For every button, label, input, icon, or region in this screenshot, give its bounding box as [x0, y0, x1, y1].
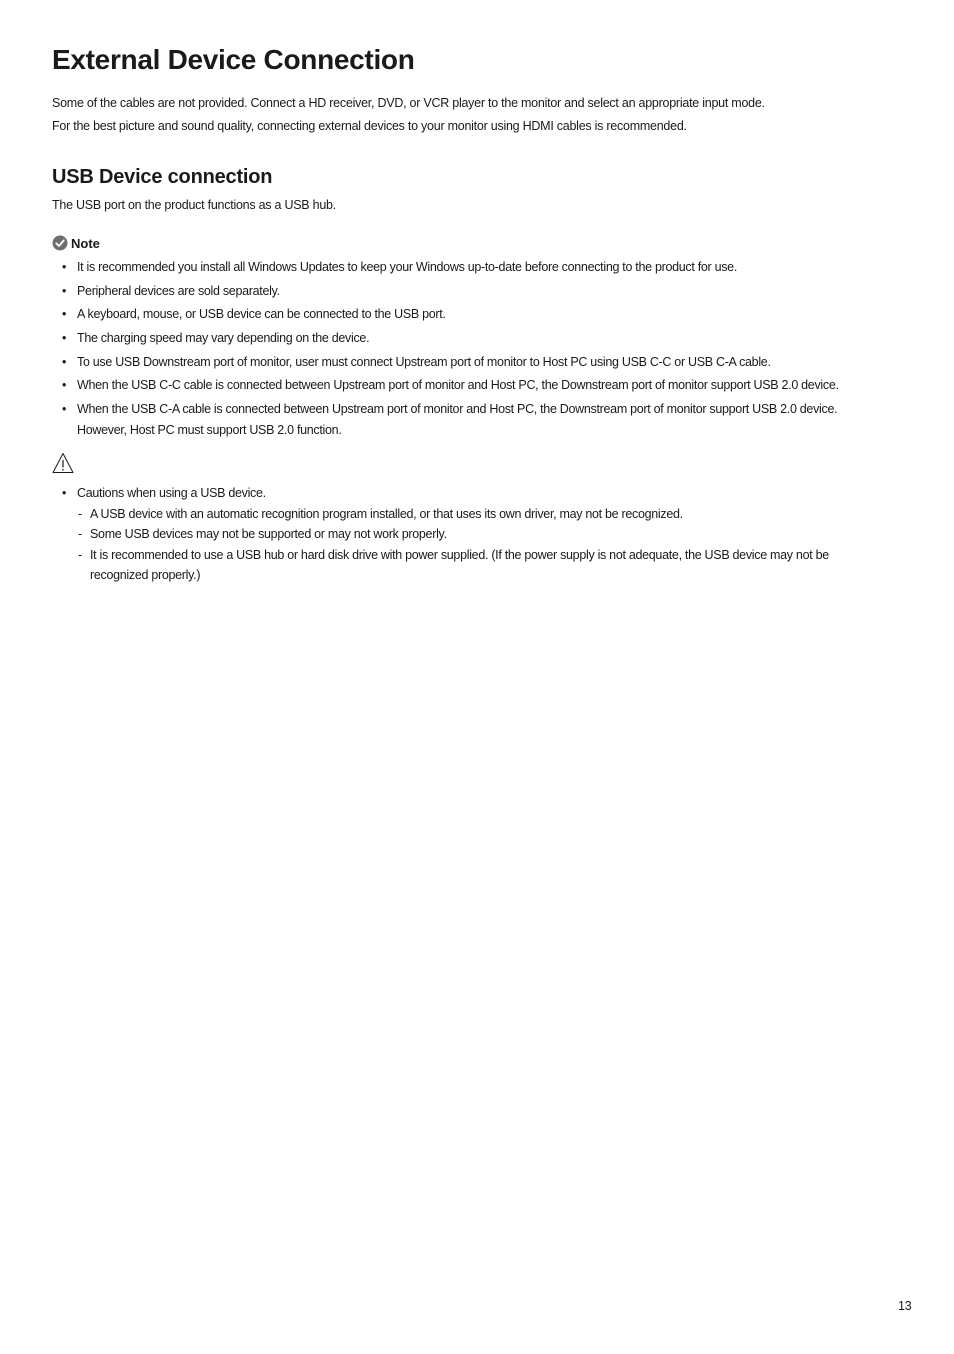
note-item: • To use USB Downstream port of monitor, user must connect Upstream port of monitor to Host PC using USB C-C or USB C-A cable. [52, 352, 882, 373]
caution-heading: • Cautions when using a USB device. [52, 483, 882, 504]
caution-item: - A USB device with an automatic recognition program installed, or that uses its own driver, may not be recognized. [52, 504, 882, 525]
caution-list [52, 504, 882, 586]
page-number: 13 [898, 1299, 912, 1313]
usb-section-heading: USB Device connection [52, 166, 273, 188]
intro-paragraph [52, 92, 902, 138]
page-title: External Device Connection [52, 44, 415, 75]
caution-item: - It is recommended to use a USB hub or hard disk drive with power supplied. (If the power supply is not adequate, the USB device may not be recognized properly.) [52, 545, 882, 586]
caution-item: - Some USB devices may not be supported or may not work properly. [52, 524, 882, 545]
check-circle-icon [52, 235, 68, 251]
note-label: Note [71, 235, 100, 251]
note-list [52, 257, 882, 443]
note-item: • When the USB C-A cable is connected between Upstream port of monitor and Host PC, the Downstream port of monitor support USB 2.0 device. However, Host PC must support USB 2.0 function. [52, 399, 882, 440]
note-header [52, 235, 100, 251]
usb-section-description: The USB port on the product functions as a USB hub. [52, 198, 336, 212]
intro-line-1: Some of the cables are not provided. Connect a HD receiver, DVD, or VCR player to the monitor and select an appropriate input mode. [52, 96, 765, 110]
note-item: • Peripheral devices are sold separately. [52, 281, 882, 302]
warning-triangle-icon [52, 452, 74, 474]
note-item: • When the USB C-C cable is connected between Upstream port of monitor and Host PC, the Downstream port of monitor support USB 2.0 device. [52, 375, 882, 396]
caution-block [52, 483, 882, 586]
note-item: • The charging speed may vary depending on the device. [52, 328, 882, 349]
intro-line-2: For the best picture and sound quality, connecting external devices to your monitor using HDMI cables is recommended. [52, 119, 687, 133]
note-item: • It is recommended you install all Windows Updates to keep your Windows up-to-date before connecting to the product for use. [52, 257, 882, 278]
note-item: • A keyboard, mouse, or USB device can be connected to the USB port. [52, 304, 882, 325]
